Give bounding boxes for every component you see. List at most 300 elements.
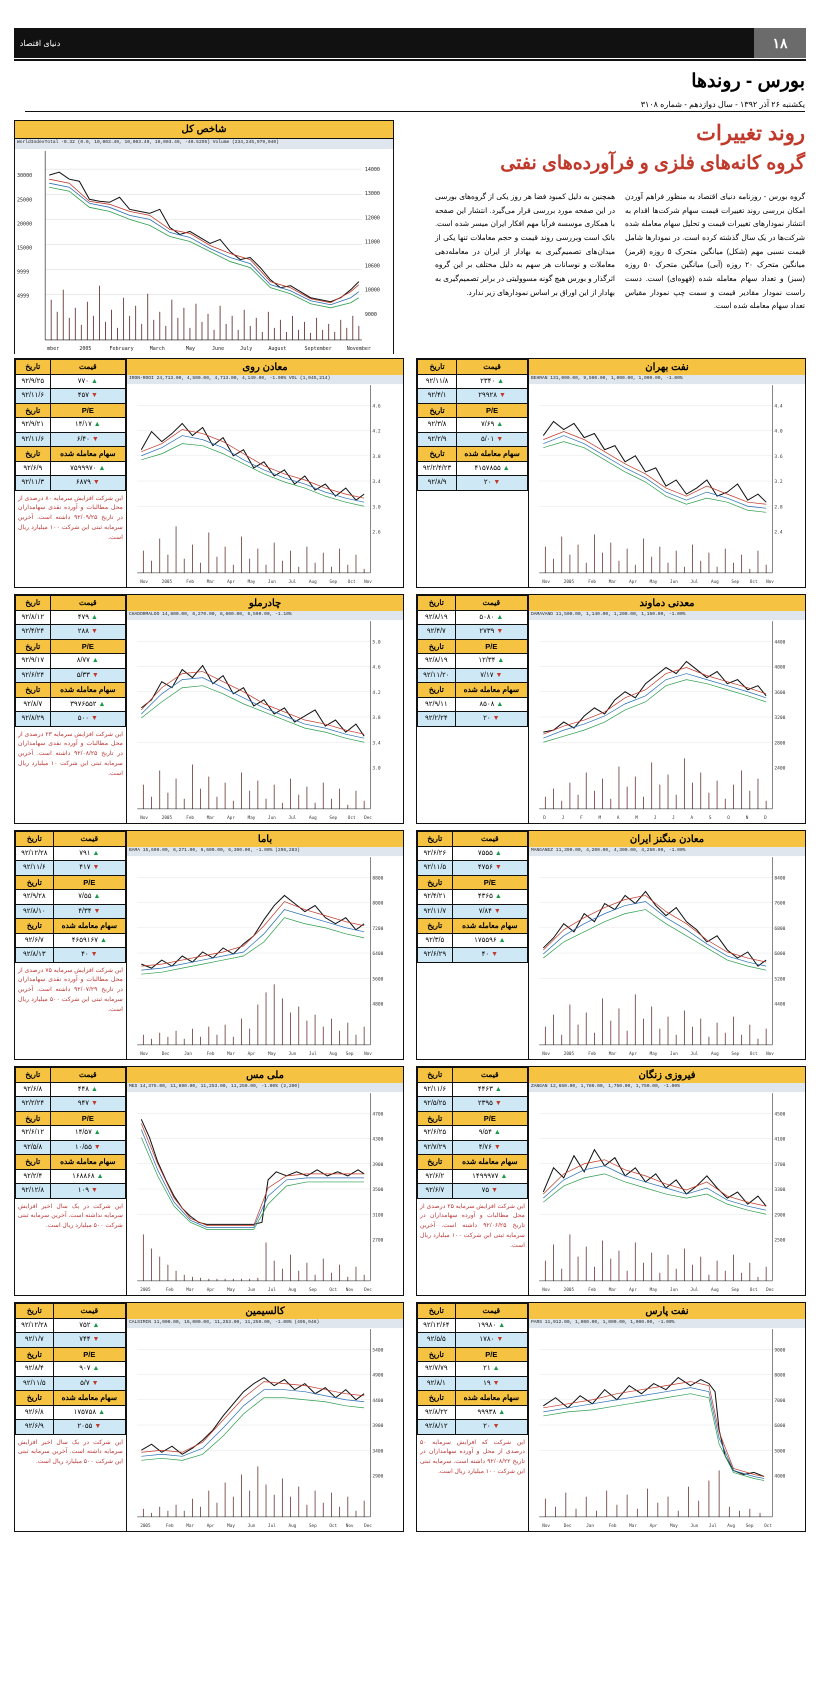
value-cell: ▲ ۷۷۰ xyxy=(50,374,125,389)
value-cell: ▼ ۲۸۸ xyxy=(50,625,125,640)
stock-data-column xyxy=(15,1303,127,1531)
date-cell: ۹۲/۲/۲۴ xyxy=(16,1097,51,1112)
svg-text:Feb: Feb xyxy=(206,1051,215,1057)
svg-text:2900: 2900 xyxy=(372,1474,384,1480)
stock-chart-legend: CHADORMALOO 14,800.00, 6,270.00, 6,600.00, 6,500.00, -1.10% xyxy=(129,612,292,617)
svg-text:14000: 14000 xyxy=(364,167,380,174)
svg-text:Mar: Mar xyxy=(608,1051,617,1057)
stock-note: این شرکت در یک سال اخیر افزایش سرمایه داشته است. آخرین سرمایه ثبتی این شرکت ۵۰۰ میلیارد ریال است. xyxy=(18,1438,123,1466)
svg-text:Mar: Mar xyxy=(608,1287,617,1293)
svg-text:4400: 4400 xyxy=(372,1398,384,1404)
date-cell: ۹۲/۴/۷ xyxy=(418,625,456,640)
svg-text:Jun: Jun xyxy=(690,1523,699,1529)
col-header-date: تاریخ xyxy=(418,596,456,611)
svg-text:Aug: Aug xyxy=(710,1287,719,1293)
value-cell: ▼ ۱۷۸۰ xyxy=(455,1333,527,1348)
svg-text:4100: 4100 xyxy=(774,1137,786,1143)
svg-text:2005: 2005 xyxy=(563,1051,575,1057)
card-row xyxy=(14,594,806,824)
svg-text:May: May xyxy=(670,1523,678,1529)
lead-column-2: همچنین به دلیل کمبود فضا هر روز یکی از گروه‌های بورسی در این صفحه مورد بررسی قرار می‌گیرد. انتشار این صفحه با همکاری موسسه فرآیا مهم افکار ایران میسر شده است. بانک است وبررسی روند قیمت و حجم معاملات تنها یکی از میدان‌های تصمیم‌گیری به بهادار از ایران در معامله‌دهی معاملات و نوسانات هر سهم به دلیل مختلف بر این گروه اثرگذار و بورس هیچ گونه مسوولیتی در برابر تصمیم‌گیری به بهادار از این اوراق بر اساس نمودارهای زیر ندارد. xyxy=(435,191,615,297)
stock-chart-area xyxy=(529,1083,805,1295)
stock-chart-area xyxy=(127,611,403,823)
svg-text:Jun: Jun xyxy=(268,815,276,821)
svg-text:9000: 9000 xyxy=(774,1348,786,1354)
stock-note: این شرکت که افزایش سرمایه ۵۰ درصدی از محل و آورده سهامداران در تاریخ ۹۲/۰۸/۲۲ داشته است. سرمایه ثبتی این شرکت ۱۰۰ میلیارد ریال است. xyxy=(420,1438,525,1476)
col-header-date: تاریخ xyxy=(16,1304,54,1319)
value-cell: ▲ ۳۹۷۶۵۵۲ xyxy=(50,697,125,712)
date-cell: ۹۲/۴/۲۱ xyxy=(418,890,453,905)
svg-text:12000: 12000 xyxy=(364,215,380,222)
svg-text:Dec: Dec xyxy=(364,1287,372,1293)
svg-text:4.6: 4.6 xyxy=(372,404,381,410)
index-chart-svg xyxy=(15,139,393,354)
svg-text:Feb: Feb xyxy=(588,1051,597,1057)
svg-text:Jun: Jun xyxy=(247,1287,256,1293)
stock-card-grid xyxy=(14,358,806,1538)
svg-text:3600: 3600 xyxy=(774,690,786,696)
col-header-price: قیمت xyxy=(53,1304,125,1319)
col-header-pe: P/E xyxy=(50,639,125,654)
stock-note xyxy=(417,727,528,730)
col-header-pe: P/E xyxy=(452,1111,527,1126)
svg-text:2005: 2005 xyxy=(161,815,173,821)
stock-chart-legend: ZANGAN 12,650.00, 1,780.00, 1,750.00, 1,750.00, -1.00% xyxy=(531,1084,680,1089)
svg-text:N: N xyxy=(745,815,749,821)
svg-text:Sep: Sep xyxy=(308,1287,317,1293)
svg-text:O: O xyxy=(727,815,730,821)
value-cell: ▲ ۸۵۰۸ xyxy=(455,697,527,712)
date-cell: ۹۲/۸/۲۹ xyxy=(16,712,51,727)
svg-text:2.8: 2.8 xyxy=(774,505,783,511)
stock-title: ملی مس xyxy=(127,1067,403,1084)
col-header-date: تاریخ xyxy=(418,360,457,375)
stock-stats-table xyxy=(15,1303,126,1435)
svg-text:Nov: Nov xyxy=(766,579,774,585)
stock-note xyxy=(417,491,528,494)
date-cell: ۹۲/۸/۱۳ xyxy=(16,948,54,963)
svg-text:Mar: Mar xyxy=(629,1523,637,1529)
svg-text:Jul: Jul xyxy=(308,1051,317,1057)
date-cell: ۹۲/۸/۱۲ xyxy=(16,610,51,625)
svg-text:6400: 6400 xyxy=(372,952,384,958)
col-header-volume: سهام معامله شده xyxy=(452,919,527,934)
stock-chart-svg xyxy=(127,847,403,1059)
value-cell: ▼ ۲۷۳۹ xyxy=(455,625,527,640)
svg-text:Nov: Nov xyxy=(364,579,372,585)
stock-chart-column xyxy=(127,1303,403,1531)
svg-text:Nov: Nov xyxy=(766,1051,774,1057)
svg-text:Jun: Jun xyxy=(670,579,678,585)
svg-text:Dec: Dec xyxy=(766,1287,774,1293)
index-chart-area xyxy=(15,139,393,354)
svg-text:Sep: Sep xyxy=(731,579,740,585)
svg-text:4.2: 4.2 xyxy=(372,690,381,696)
date-cell: ۹۲/۸/۴ xyxy=(16,1362,54,1377)
value-cell: ▲ ۱۴۹۹۹۷۷ xyxy=(452,1169,527,1184)
col-header-volume: سهام معامله شده xyxy=(457,447,528,462)
col-header-pe: P/E xyxy=(50,1111,125,1126)
value-cell: ▼ ۱۰۹ xyxy=(50,1184,125,1199)
value-cell: ▼ ۴۰ xyxy=(53,948,125,963)
svg-text:2700: 2700 xyxy=(372,1238,384,1244)
col-header-date: تاریخ xyxy=(16,1347,54,1362)
svg-text:4.6: 4.6 xyxy=(372,665,381,671)
col-header-price: قیمت xyxy=(452,832,527,847)
svg-text:August: August xyxy=(268,345,287,352)
stock-title: نفت پارس xyxy=(529,1303,805,1320)
value-cell: ▲ ۵۰۸۰ xyxy=(455,610,527,625)
svg-text:Apr: Apr xyxy=(629,579,637,585)
svg-text:J: J xyxy=(653,815,657,821)
date-cell: ۹۲/۱۱/۸ xyxy=(418,374,457,389)
svg-text:Oct: Oct xyxy=(749,1287,758,1293)
value-cell: ▼ ۲۰۵۵ xyxy=(53,1420,125,1435)
svg-text:Feb: Feb xyxy=(186,815,195,821)
svg-text:2900: 2900 xyxy=(774,1213,786,1219)
card-row xyxy=(14,358,806,588)
col-header-pe: P/E xyxy=(53,1347,125,1362)
date-cell: ۹۲/۹/۲۱ xyxy=(16,418,51,433)
value-cell: ▲ ۱۴/۱۷ xyxy=(50,418,125,433)
svg-text:2005: 2005 xyxy=(563,1287,575,1293)
svg-text:3.2: 3.2 xyxy=(774,480,783,486)
stock-chart-column xyxy=(127,359,403,587)
svg-text:Mar: Mar xyxy=(186,1523,195,1529)
svg-text:Sep: Sep xyxy=(731,1287,740,1293)
col-header-date: تاریخ xyxy=(418,1155,453,1170)
svg-text:Jul: Jul xyxy=(288,579,297,585)
stock-note: این شرکت افزایش سرمایه ۸۰ درصدی از محل مطالبات و آورده نقدی سهامداران در تاریخ ۹۲/۰۹/۲۵ داشته است. آخرین سرمایه ثبتی این شرکت ۱۰۰ میلیارد ریال است. xyxy=(18,494,124,542)
date-cell: ۹۲/۶/۲۵ xyxy=(418,1126,453,1141)
stock-chart-column xyxy=(529,1303,805,1531)
stock-stats-table xyxy=(417,831,528,963)
svg-text:4000: 4000 xyxy=(774,1474,786,1480)
col-header-price: قیمت xyxy=(452,1068,527,1083)
value-cell: ▼ ۵/۷ xyxy=(53,1376,125,1391)
headline-secondary: گروه کانه‌های فلزی و فرآورده‌های نفتی xyxy=(500,153,805,175)
svg-text:Dec: Dec xyxy=(364,1523,372,1529)
col-header-date: تاریخ xyxy=(16,1111,51,1126)
svg-text:May: May xyxy=(227,1287,235,1293)
svg-text:Mar: Mar xyxy=(206,815,215,821)
stock-chart-svg xyxy=(127,375,403,587)
value-cell: ▼ ۱۰/۵۵ xyxy=(50,1140,125,1155)
svg-text:Oct: Oct xyxy=(749,1051,758,1057)
date-cell: ۹۲/۱۱/۶ xyxy=(16,861,54,876)
date-cell: ۹۲/۵/۲۵ xyxy=(418,1097,453,1112)
svg-text:Jun: Jun xyxy=(288,1051,297,1057)
svg-text:10600: 10600 xyxy=(364,263,380,270)
stock-data-column xyxy=(417,1067,529,1295)
date-cell: ۹۲/۹/۲۸ xyxy=(16,890,54,905)
svg-text:Dec: Dec xyxy=(364,815,372,821)
stock-data-column xyxy=(15,595,127,823)
date-cell: ۹۲/۶/۲۹ xyxy=(418,948,453,963)
svg-text:5600: 5600 xyxy=(372,977,384,983)
date-cell: ۹۲/۱۱/۶ xyxy=(418,1082,453,1097)
svg-text:Aug: Aug xyxy=(710,1051,719,1057)
col-header-pe: P/E xyxy=(53,875,125,890)
stock-chart-area xyxy=(127,1319,403,1531)
value-cell: ▲ ۱۷۵۵۹۶ xyxy=(452,933,527,948)
value-cell: ▲ ۲۳۴۰ xyxy=(457,374,528,389)
svg-text:Feb: Feb xyxy=(588,579,597,585)
svg-text:5.0: 5.0 xyxy=(372,640,381,646)
page-number: ۱۸ xyxy=(754,28,806,58)
date-cell: ۹۲/۸/۱۹ xyxy=(418,610,456,625)
svg-text:2500: 2500 xyxy=(774,1238,786,1244)
stock-chart-svg xyxy=(529,1319,805,1531)
headline-primary: روند تغییرات xyxy=(696,122,805,145)
svg-text:M: M xyxy=(635,815,638,821)
masthead-black-bar xyxy=(66,28,754,58)
svg-text:May: May xyxy=(247,579,256,585)
col-header-price: قیمت xyxy=(455,1304,527,1319)
svg-text:Sep: Sep xyxy=(345,1051,354,1057)
stock-stats-table xyxy=(417,595,528,727)
svg-text:7600: 7600 xyxy=(774,901,786,907)
svg-text:June: June xyxy=(212,345,225,352)
svg-text:Mar: Mar xyxy=(186,1287,195,1293)
stock-card xyxy=(14,594,404,824)
col-header-date: تاریخ xyxy=(418,683,456,698)
svg-text:A: A xyxy=(690,815,694,821)
col-header-pe: P/E xyxy=(457,403,528,418)
svg-text:4000: 4000 xyxy=(774,665,786,671)
lead-column-1: گروه بورس - روزنامه دنیای اقتصاد به منظور فراهم آوردن امکان بررسی روند تغییرات قیمت سهام شرکت‌ها اقدام به انتشار نمودارهای تغییرات قیمت و تحلیل سهام معامله شده شرکت‌ها در یک سال گذشته کرده است. در نمودارها شامل قیمت نسبی مهم (شکل) میانگین متحرک ۵ روزه (قرمز) میانگین متحرک ۲۰ روزه (آبی) میانگین متحرک ۵۰ روزه (سبز) و تعداد سهام معامله شده (قهوه‌ای) است. دست راست نمودار مقادیر قیمت و سمت چپ نمودار مقیاس تعداد سهام معامله شده است. xyxy=(625,191,805,311)
stock-chart-column xyxy=(529,359,805,587)
svg-text:Sep: Sep xyxy=(731,1051,740,1057)
date-cell: ۹۲/۳/۸ xyxy=(418,418,457,433)
stock-note: این شرکت افزایش سرمایه ۲۳ درصدی از محل مطالبات و آورده نقدی سهامداران در تاریخ ۹۲/۰۸/۲۵ داشته است. آخرین سرمایه ثبتی این شرکت ۱۰ میلیارد ریال است. xyxy=(18,730,124,778)
col-header-pe: P/E xyxy=(455,639,527,654)
svg-text:Jan: Jan xyxy=(184,1051,192,1057)
date-cell: ۹۲/۱۲/۲۸ xyxy=(16,1318,54,1333)
value-cell: ▲ ۷/۶۹ xyxy=(457,418,528,433)
value-cell: ▲ ۲۱ xyxy=(455,1362,527,1377)
section-title: بورس - روندها xyxy=(691,71,805,92)
col-header-date: تاریخ xyxy=(16,919,54,934)
date-cell: ۹۲/۲/۴ xyxy=(16,1169,51,1184)
value-cell: ▲ ۱۹۹۸۰ xyxy=(455,1318,527,1333)
svg-text:30000: 30000 xyxy=(17,173,33,180)
svg-text:Apr: Apr xyxy=(649,1523,658,1529)
svg-text:D: D xyxy=(764,815,767,821)
stock-chart-area xyxy=(529,375,805,587)
stock-chart-svg xyxy=(529,611,805,823)
svg-text:Jan: Jan xyxy=(586,1523,594,1529)
svg-text:A: A xyxy=(616,815,620,821)
col-header-price: قیمت xyxy=(457,360,528,375)
svg-text:3.4: 3.4 xyxy=(372,741,381,747)
svg-text:Apr: Apr xyxy=(629,1287,637,1293)
svg-text:May: May xyxy=(247,815,256,821)
stock-card xyxy=(416,1066,806,1296)
date-cell: ۹۲/۶/۸ xyxy=(16,1082,51,1097)
stock-chart-svg xyxy=(127,1083,403,1295)
svg-text:25000: 25000 xyxy=(17,197,33,204)
svg-text:8000: 8000 xyxy=(372,901,384,907)
svg-text:Apr: Apr xyxy=(206,1287,215,1293)
svg-text:Oct: Oct xyxy=(749,579,758,585)
svg-text:15000: 15000 xyxy=(17,245,33,252)
col-header-price: قیمت xyxy=(455,596,527,611)
stock-chart-column xyxy=(529,1067,805,1295)
stock-note: این شرکت در یک سال اخیر افزایش سرمایه نداشته است. آخرین سرمایه ثبتی شرکت ۵۰۰ میلیارد ریال است. xyxy=(18,1202,123,1230)
stock-chart-svg xyxy=(127,1319,403,1531)
col-header-volume: سهام معامله شده xyxy=(455,1391,527,1406)
col-header-volume: سهام معامله شده xyxy=(455,683,527,698)
svg-text:S: S xyxy=(708,815,712,821)
date-cell: ۹۲/۱۱/۵ xyxy=(418,861,453,876)
svg-text:Jul: Jul xyxy=(690,1287,699,1293)
svg-text:3.0: 3.0 xyxy=(372,766,381,772)
stock-chart-column xyxy=(529,831,805,1059)
stock-card xyxy=(416,594,806,824)
value-cell: ▼ ۲۰ xyxy=(457,476,528,491)
svg-text:Jun: Jun xyxy=(268,579,276,585)
col-header-date: تاریخ xyxy=(418,919,453,934)
date-cell: ۹۲/۹/۱۷ xyxy=(16,654,51,669)
col-header-price: قیمت xyxy=(50,1068,125,1083)
value-cell: ▲ ۸/۷۷ xyxy=(50,654,125,669)
svg-text:D: D xyxy=(543,815,546,821)
value-cell: ▲ ۴۴۶۳ xyxy=(452,1082,527,1097)
svg-text:2400: 2400 xyxy=(774,766,786,772)
svg-text:Aug: Aug xyxy=(329,1051,338,1057)
svg-text:8400: 8400 xyxy=(774,876,786,882)
svg-text:10000: 10000 xyxy=(364,287,380,294)
svg-text:May: May xyxy=(268,1051,276,1057)
date-cell: ۹۲/۱۱/۷ xyxy=(418,904,453,919)
svg-text:Apr: Apr xyxy=(227,815,235,821)
svg-text:Jul: Jul xyxy=(690,579,699,585)
col-header-date: تاریخ xyxy=(16,875,54,890)
value-cell: ▼ ۴/۷۶ xyxy=(452,1140,527,1155)
date-cell: ۹۲/۱۱/۳ xyxy=(16,476,51,491)
date-cell: ۹۲/۵/۸ xyxy=(16,1140,51,1155)
svg-text:Feb: Feb xyxy=(165,1287,174,1293)
value-cell: ▼ ۲۰ xyxy=(455,712,527,727)
col-header-volume: سهام معامله شده xyxy=(50,447,125,462)
svg-text:3400: 3400 xyxy=(372,1449,384,1455)
date-cell: ۹۲/۲/۲۴ xyxy=(418,712,456,727)
stock-title: چادرملو xyxy=(127,595,403,612)
stock-title: معادن روی xyxy=(127,359,403,376)
value-cell: ▼ ۷/۱۷ xyxy=(455,668,527,683)
svg-text:5400: 5400 xyxy=(372,1348,384,1354)
stock-chart-svg xyxy=(529,1083,805,1295)
stock-stats-table xyxy=(417,1303,528,1435)
stock-card xyxy=(14,1066,404,1296)
svg-text:4.4: 4.4 xyxy=(774,404,783,410)
svg-text:4700: 4700 xyxy=(372,1112,384,1118)
svg-text:Sep: Sep xyxy=(745,1523,754,1529)
col-header-volume: سهام معامله شده xyxy=(50,683,125,698)
date-cell: ۹۲/۶/۷ xyxy=(418,1184,453,1199)
svg-text:Jul: Jul xyxy=(288,815,297,821)
date-cell: ۹۲/۲/۴/۲۳ xyxy=(418,461,457,476)
card-row xyxy=(14,1066,806,1296)
svg-text:mber: mber xyxy=(47,345,60,352)
stock-chart-legend: MANGANEZ 11,390.00, 4,200.00, 4,300.00, 4,250.00, -1.00% xyxy=(531,848,686,853)
value-cell: ▲ ۱۶۸۸۶۸ xyxy=(50,1169,125,1184)
svg-text:Aug: Aug xyxy=(288,1523,297,1529)
svg-text:4300: 4300 xyxy=(372,1137,384,1143)
stock-chart-area xyxy=(127,375,403,587)
value-cell: ▲ ۷۹۱ xyxy=(53,846,125,861)
value-cell: ▲ ۷۵۲ xyxy=(53,1318,125,1333)
col-header-date: تاریخ xyxy=(418,639,456,654)
stock-data-column xyxy=(15,1067,127,1295)
svg-text:3200: 3200 xyxy=(774,716,786,722)
stock-stats-table xyxy=(15,1067,126,1199)
value-cell: ▼ ۴۷۵۶ xyxy=(452,861,527,876)
stock-data-column xyxy=(417,595,529,823)
svg-text:Apr: Apr xyxy=(227,579,235,585)
value-cell: ▲ ۱۲/۳۴ xyxy=(455,654,527,669)
value-cell: ▲ ۴۴۸ xyxy=(50,1082,125,1097)
svg-text:2005: 2005 xyxy=(79,345,92,352)
svg-text:3.4: 3.4 xyxy=(372,480,381,486)
svg-text:J: J xyxy=(561,815,565,821)
date-cell: ۹۲/۸/۱ xyxy=(418,1376,456,1391)
svg-text:Sep: Sep xyxy=(308,1523,317,1529)
svg-text:J: J xyxy=(672,815,675,821)
col-header-pe: P/E xyxy=(50,403,125,418)
svg-text:5000: 5000 xyxy=(774,1449,786,1455)
svg-text:6000: 6000 xyxy=(774,952,786,958)
date-cell: ۹۲/۵/۵ xyxy=(418,1333,456,1348)
col-header-date: تاریخ xyxy=(16,447,51,462)
svg-text:Nov: Nov xyxy=(140,815,149,821)
date-cell: ۹۲/۹/۱۱ xyxy=(418,697,456,712)
svg-text:May: May xyxy=(185,345,195,352)
svg-text:M: M xyxy=(598,815,602,821)
svg-text:8800: 8800 xyxy=(372,876,384,882)
svg-text:2.4: 2.4 xyxy=(774,530,783,536)
stock-card xyxy=(14,358,404,588)
value-cell: ▼ ۴/۳۴ xyxy=(53,904,125,919)
svg-text:Jul: Jul xyxy=(690,1051,699,1057)
newspaper-logo: دنیای اقتصاد xyxy=(14,28,66,58)
date-cell: ۹۲/۸/۱۲ xyxy=(418,1420,456,1435)
stock-chart-area xyxy=(127,847,403,1059)
svg-text:Nov: Nov xyxy=(345,1523,354,1529)
masthead-rule xyxy=(14,59,806,61)
col-header-date: تاریخ xyxy=(16,1391,54,1406)
svg-text:3900: 3900 xyxy=(372,1424,384,1430)
svg-text:Jul: Jul xyxy=(268,1523,276,1529)
value-cell: ▼ ۷۵ xyxy=(452,1184,527,1199)
svg-text:Sep: Sep xyxy=(329,579,338,585)
svg-text:Nov: Nov xyxy=(140,579,149,585)
svg-text:Aug: Aug xyxy=(288,1287,297,1293)
svg-text:Mar: Mar xyxy=(608,579,617,585)
svg-text:Jul: Jul xyxy=(268,1287,276,1293)
stock-title: معدنی دماوند xyxy=(529,595,805,612)
svg-text:February: February xyxy=(109,345,134,352)
stock-card xyxy=(416,358,806,588)
svg-text:Feb: Feb xyxy=(165,1523,174,1529)
svg-text:Nov: Nov xyxy=(542,1051,551,1057)
stock-chart-column xyxy=(127,595,403,823)
value-cell: ▼ ۱۹ xyxy=(455,1376,527,1391)
svg-text:Dec: Dec xyxy=(161,1051,170,1057)
svg-text:F: F xyxy=(580,815,583,821)
date-cell: ۹۲/۱۱/۶ xyxy=(16,432,51,447)
